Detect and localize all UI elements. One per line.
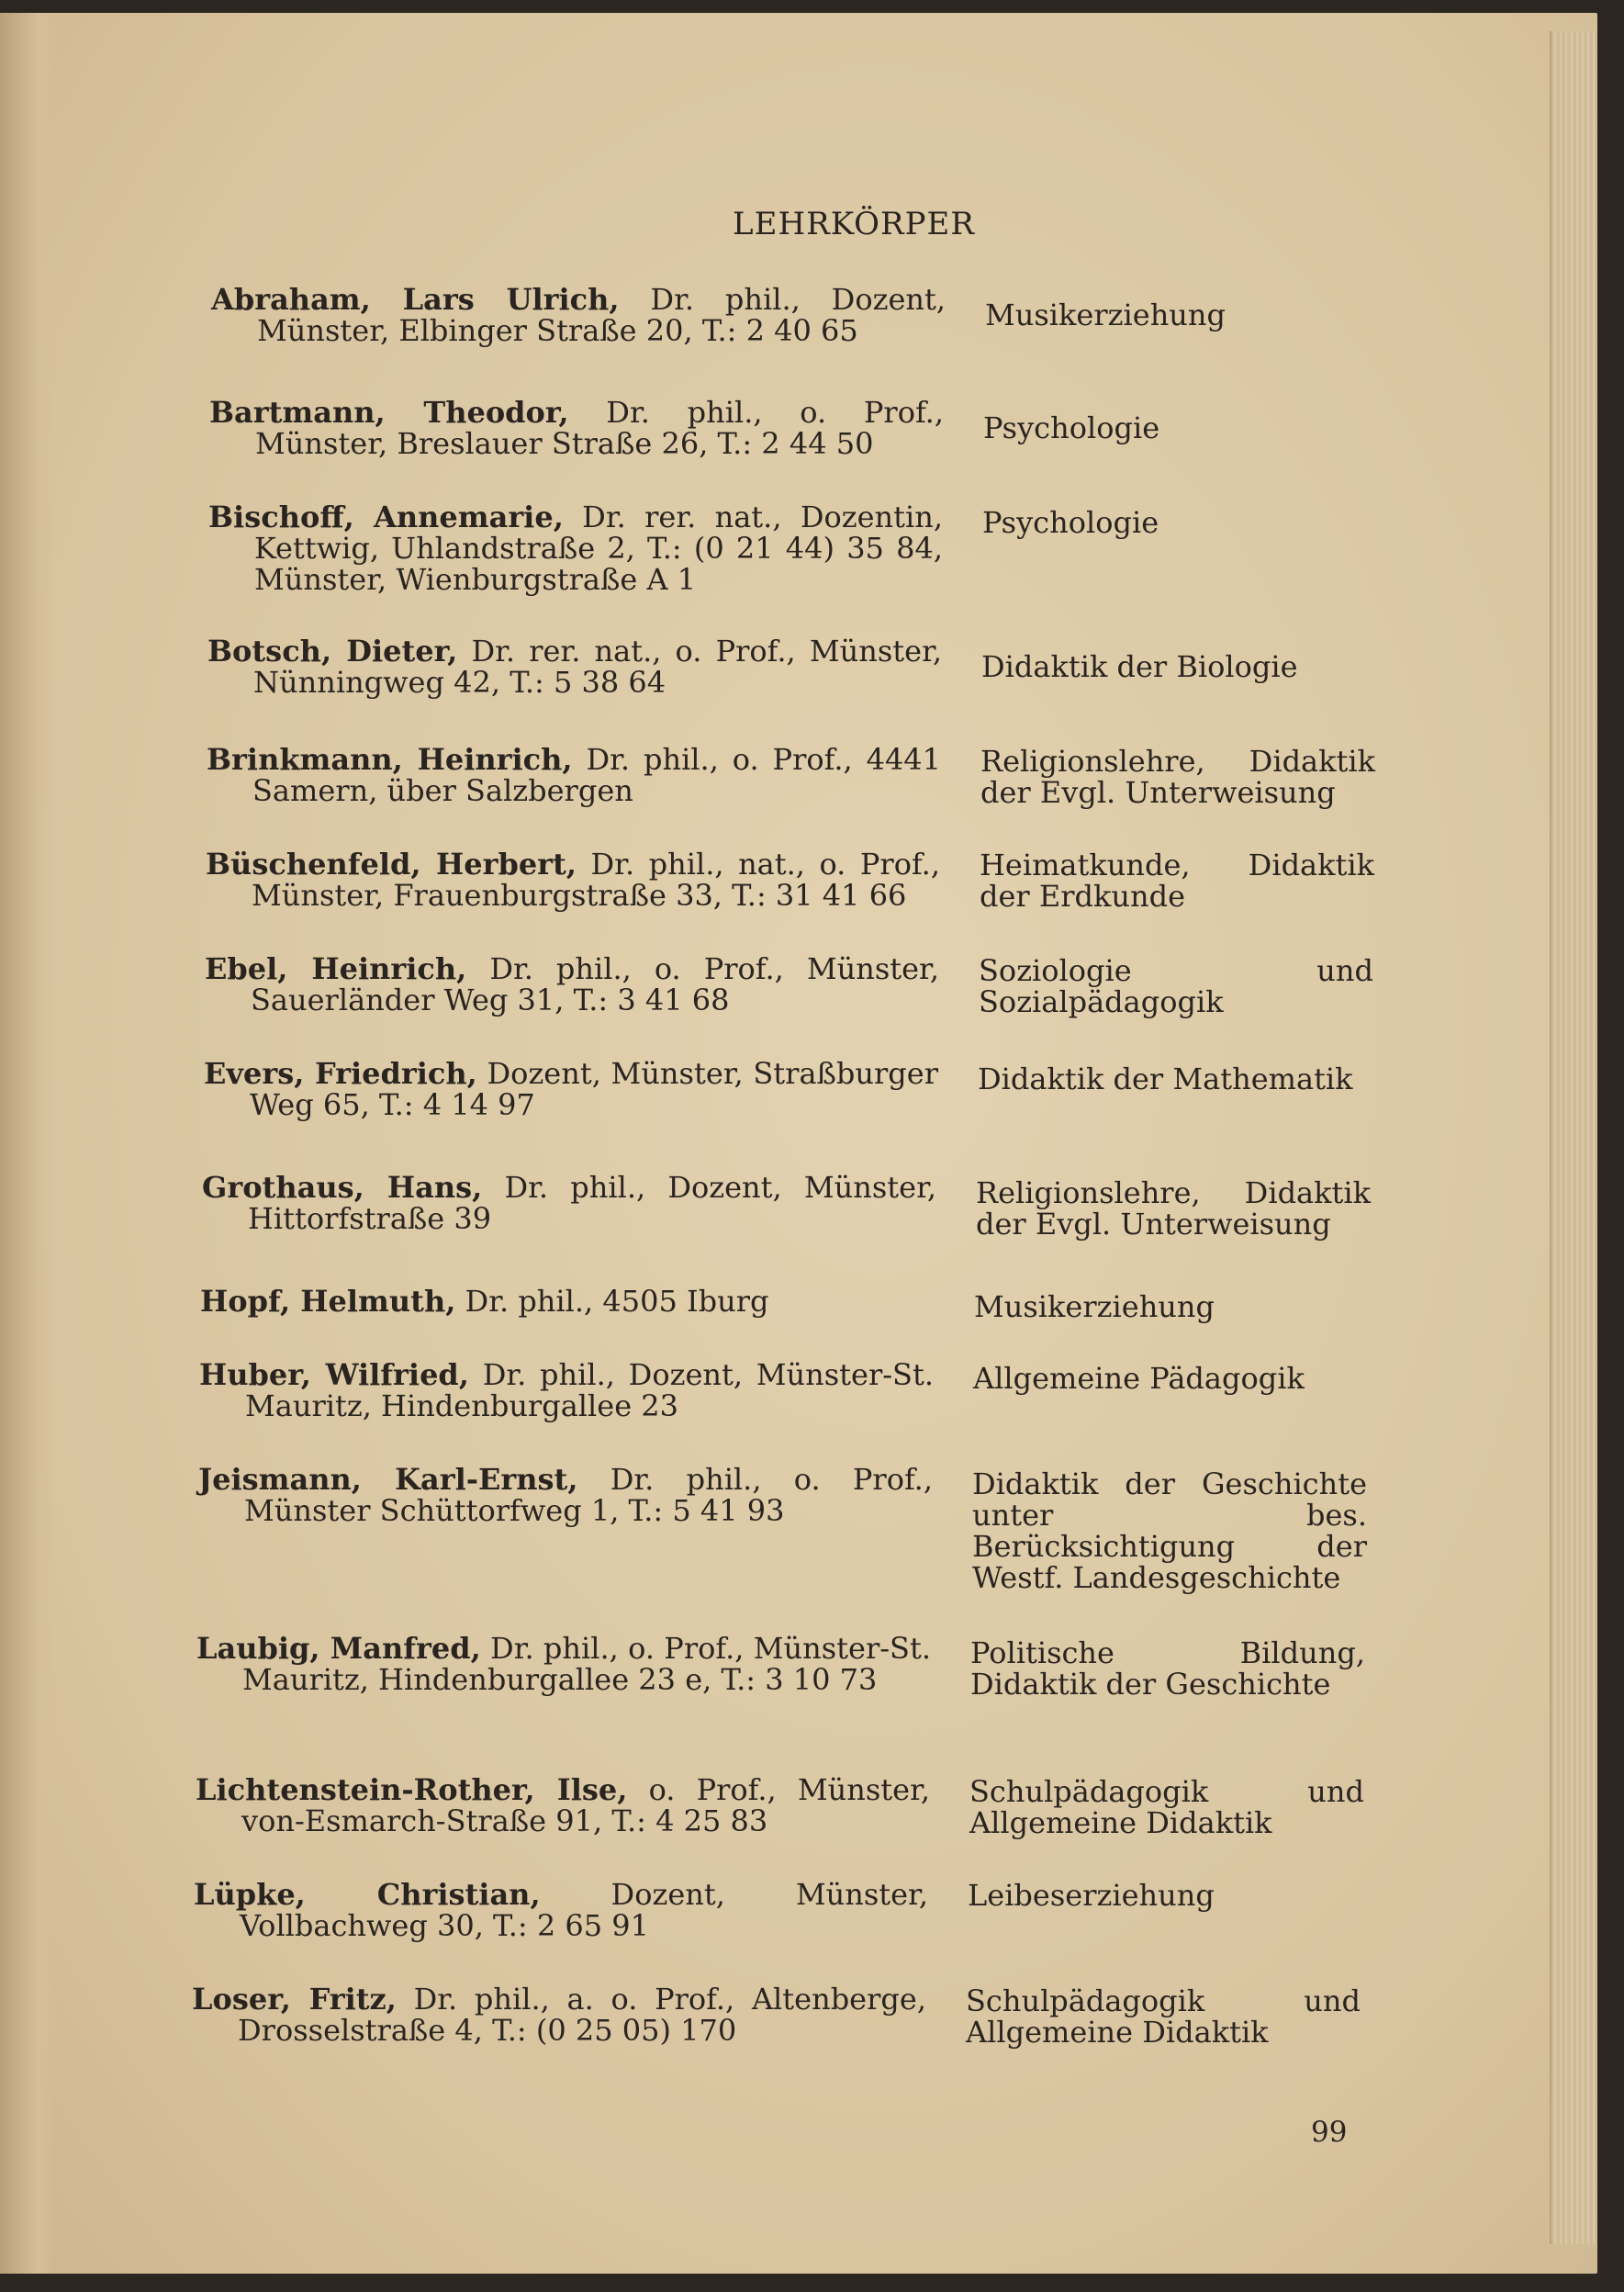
- entry-details: Dozent, Münster, Vollbachweg 30, T.: 2 65 91: [240, 1877, 928, 1943]
- entry-name: Botsch, Dieter,: [207, 634, 458, 668]
- entry-details: Dr. phil., Dozent, Münster, Elbinger Straße 20, T.: 2 40 65: [257, 282, 946, 348]
- entry-subject: Didaktik der Geschichte unter bes. Berücksichtigung der Westf. Landesgeschichte: [972, 1466, 1367, 1595]
- entry-name: Bischoff, Annemarie,: [208, 500, 564, 534]
- entry-name: Lichtenstein-Rother, Ilse,: [196, 1772, 628, 1807]
- entry-details: Dr. phil., o. Prof., Münster, Breslauer Straße 26, T.: 2 44 50: [255, 395, 945, 461]
- entry-subject: Religionslehre, Didaktik der Evgl. Unterweisung: [980, 744, 1375, 810]
- book-page: [0, 13, 1597, 2274]
- entry-name: Lüpke, Christian,: [194, 1877, 541, 1912]
- page-title: LEHRKÖRPER: [733, 206, 975, 242]
- entry-subject: Heimatkunde, Didaktik der Erdkunde: [980, 848, 1374, 914]
- entry-details: Dr. rer. nat., Dozentin, Kettwig, Uhlandstraße 2, T.: (0 21 44) 35 84, Münster, Wienburgstraße A 1: [254, 500, 944, 597]
- entry-name: Bartmann, Theodor,: [209, 395, 569, 430]
- entry-details: Dr. phil., o. Prof., 4441 Samern, über Salzbergen: [252, 742, 942, 808]
- entry-details: Dr. phil., Dozent, Münster, Hittorfstraße 39: [248, 1170, 937, 1236]
- entry-name: Loser, Fritz,: [192, 1982, 397, 2017]
- entry-subject: Schulpädagogik und Allgemeine Didaktik: [969, 1774, 1364, 1840]
- entry-name: Hopf, Helmuth,: [200, 1284, 456, 1319]
- entry-details: Dr. phil., o. Prof., Münster Schüttorfweg 1, T.: 5 41 93: [244, 1462, 934, 1528]
- entry-details: Dozent, Münster, Straßburger Weg 65, T.: 4 14 97: [250, 1056, 939, 1122]
- entry-details: Dr. phil., nat., o. Prof., Münster, Frauenburgstraße 33, T.: 31 41 66: [252, 847, 941, 913]
- entry-subject: Allgemeine Pädagogik: [973, 1361, 1305, 1396]
- entry-subject: Schulpädagogik und Allgemeine Didaktik: [966, 1983, 1361, 2050]
- entry-subject: Politische Bildung, Didaktik der Geschichte: [970, 1635, 1365, 1702]
- entry-details: Dr. phil., Dozent, Münster-St. Mauritz, Hindenburgallee 23: [245, 1357, 935, 1423]
- entry-subject: Psychologie: [983, 410, 1160, 445]
- entry-name: Jeismann, Karl-Ernst,: [198, 1462, 578, 1497]
- entry-name: Büschenfeld, Herbert,: [206, 847, 577, 882]
- entry-details: Dr. phil., a. o. Prof., Altenberge, Drosselstraße 4, T.: (0 25 05) 170: [238, 1982, 926, 2048]
- entry-subject: Didaktik der Mathematik: [978, 1062, 1353, 1096]
- entry-details: Dr. phil., o. Prof., Münster-St. Mauritz, Hindenburgallee 23 e, T.: 3 10 73: [242, 1631, 932, 1697]
- binding-gutter: [0, 13, 55, 2274]
- entry-name: Evers, Friedrich,: [204, 1056, 477, 1091]
- entry-name: Grothaus, Hans,: [202, 1170, 483, 1205]
- page-number: 99: [1311, 2116, 1348, 2149]
- entry-name: Laubig, Manfred,: [196, 1631, 481, 1666]
- entry-details: Dr. phil., 4505 Iburg: [465, 1284, 769, 1319]
- page-edges: [1550, 31, 1597, 2244]
- entry-subject: Musikerziehung: [974, 1289, 1215, 1324]
- entry-details: o. Prof., Münster, von-Esmarch-Straße 91, T.: 4 25 83: [241, 1772, 931, 1838]
- entry-name: Abraham, Lars Ulrich,: [211, 282, 620, 317]
- entry-name: Huber, Wilfried,: [199, 1357, 469, 1392]
- entry-subject: Didaktik der Biologie: [981, 649, 1298, 684]
- entry-subject: Musikerziehung: [985, 298, 1226, 332]
- entry-details: Dr. rer. nat., o. Prof., Münster, Nünningweg 42, T.: 5 38 64: [253, 634, 943, 700]
- entry-subject: Soziologie und Sozialpädagogik: [979, 953, 1373, 1019]
- entry-subject: Psychologie: [982, 505, 1159, 540]
- entry-subject: Religionslehre, Didaktik der Evgl. Unterweisung: [976, 1175, 1371, 1242]
- entry-name: Ebel, Heinrich,: [205, 951, 467, 986]
- entry-name: Brinkmann, Heinrich,: [207, 742, 573, 777]
- entry-details: Dr. phil., o. Prof., Münster, Sauerländer Weg 31, T.: 3 41 68: [251, 951, 939, 1017]
- entry-subject: Leibeserziehung: [968, 1878, 1215, 1913]
